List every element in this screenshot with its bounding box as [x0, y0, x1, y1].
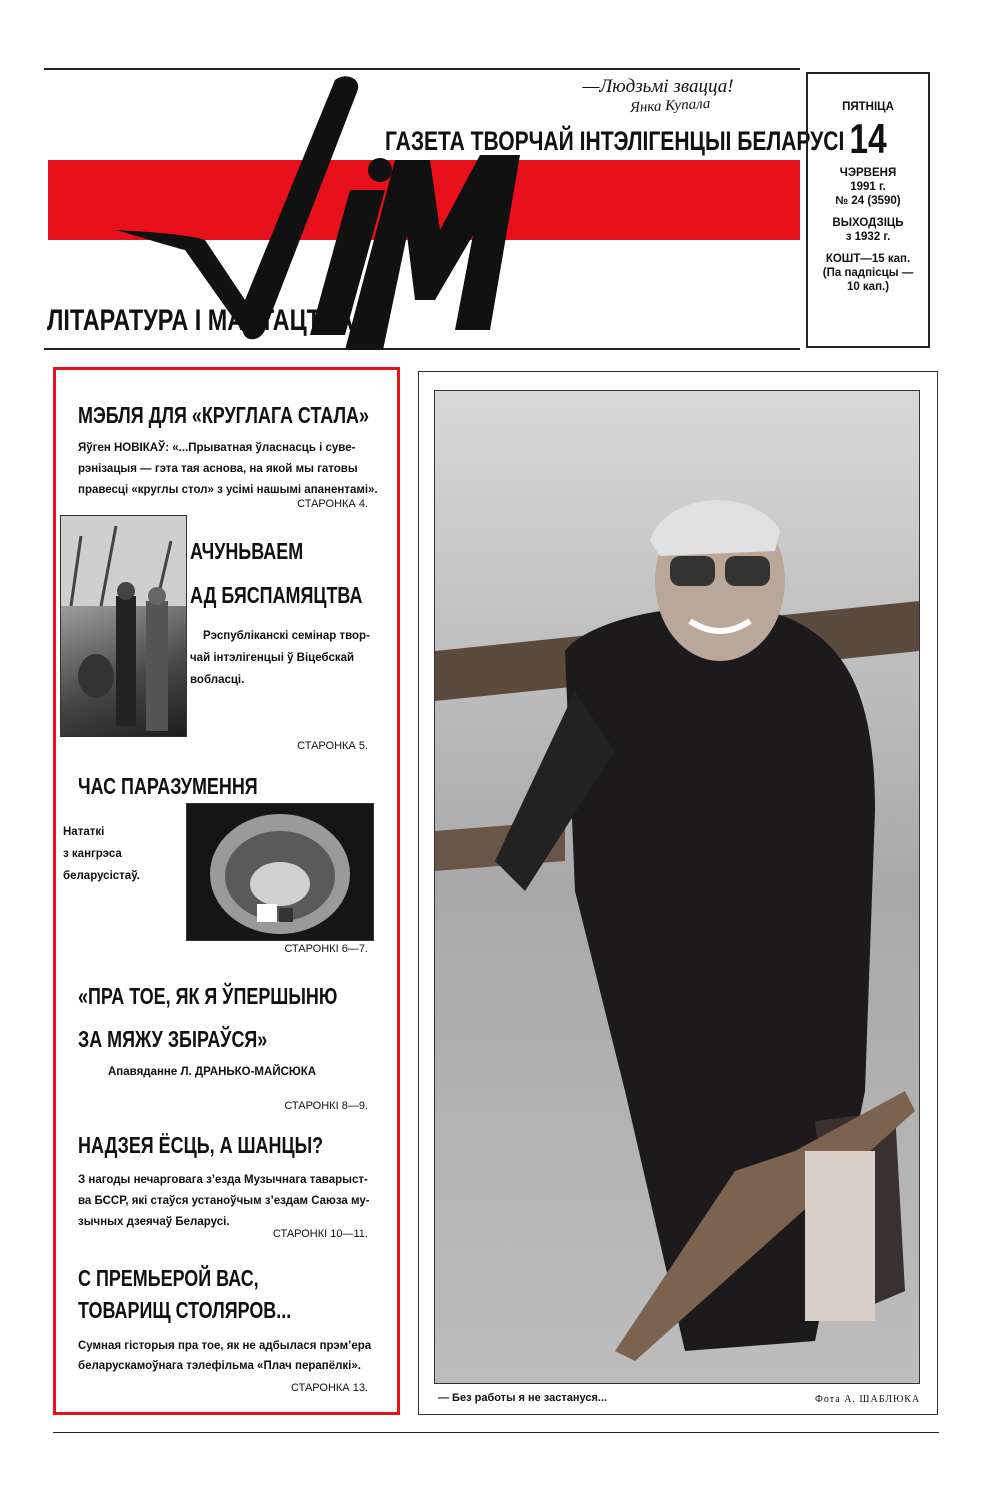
article-5-line-1: З нагоды нечарговага з’езда Музычнага таварыст-	[78, 1174, 368, 1186]
article-1-headline[interactable]: МЭБЛЯ ДЛЯ «КРУГЛАГА СТАЛА»	[78, 402, 369, 428]
subscription-price-2: 10 кап.)	[846, 281, 890, 293]
issue-day: 14	[849, 115, 887, 162]
subscription-price-1: (Па падпісцы —	[822, 267, 914, 279]
article-2-headline-2[interactable]: АД БЯСПАМЯЦТВА	[190, 582, 363, 608]
published-since-label: ВЫХОДЗІЦЬ	[832, 217, 904, 229]
article-2-line-1: Рэспубліканскі семінар твор-	[203, 630, 370, 642]
article-1-line-1: Яўген НОВІКАЎ: «...Прыватная ўласнасць і суве-	[78, 442, 356, 454]
article-5-line-2: ва БССР, які стаўся устаноўчым з’ездам Саюза му-	[78, 1195, 370, 1207]
article-6-headline-1[interactable]: С ПРЕМЬЕРОЙ ВАС,	[78, 1265, 259, 1291]
newspaper-subtitle: ГАЗЕТА ТВОРЧАЙ ІНТЭЛІГЕНЦЫІ БЕЛАРУСІ	[385, 126, 845, 156]
article-2-line-3: вобласці.	[190, 674, 245, 686]
article-3-page[interactable]: СТАРОНКІ 6—7.	[284, 943, 368, 955]
article-4-headline-1[interactable]: «ПРА ТОЕ, ЯК Я ЎПЕРШЫНЮ	[78, 983, 338, 1009]
logo-letter-m	[345, 155, 520, 350]
weekday: ПЯТНІЦА	[842, 101, 894, 113]
article-3-headline[interactable]: ЧАС ПАРАЗУМЕННЯ	[78, 773, 258, 799]
issue-info-box	[806, 72, 930, 348]
article-6-line-2: беларускамоўнага тэлефільма «Плач перапёлкі».	[78, 1360, 361, 1372]
article-2-line-2: чай інтэлігенцыі ў Віцебскай	[190, 652, 355, 664]
article-1-line-3: правесці «круглы стол» з усімі нашымі апанентамі».	[78, 484, 378, 496]
article-6-headline-2[interactable]: ТОВАРИЩ СТОЛЯРОВ...	[78, 1297, 292, 1323]
signature: Янка Купала	[629, 95, 711, 117]
article-4-byline: Апавяданне Л. ДРАНЬКО-МАЙСЮКА	[108, 1066, 317, 1078]
main-photo	[434, 390, 920, 1384]
article-4-headline-2[interactable]: ЗА МЯЖУ ЗБІРАЎСЯ»	[78, 1026, 268, 1052]
main-photo-carpenter	[435, 391, 919, 1383]
logo-letter-i-dot	[368, 158, 392, 182]
published-since-year: з 1932 г.	[845, 231, 891, 243]
article-6-page[interactable]: СТАРОНКА 13.	[291, 1382, 368, 1394]
issue-year: 1991 г.	[850, 181, 886, 193]
article-1-page[interactable]: СТАРОНКА 4.	[297, 498, 368, 510]
article-2-photo-figures	[61, 516, 186, 736]
article-4-page[interactable]: СТАРОНКІ 8—9.	[284, 1100, 368, 1112]
literature-title: ЛІТАРАТУРА І МАСТАЦТВА	[47, 304, 354, 337]
epigraph: —Людзьмі звацца!	[582, 76, 734, 97]
article-3-line-3: беларусістаў.	[63, 870, 140, 882]
issue-number: № 24 (3590)	[835, 195, 901, 207]
article-5-page[interactable]: СТАРОНКІ 10—11.	[272, 1228, 368, 1240]
photo-credit: Фота А. ШАБЛЮКА	[815, 1394, 921, 1405]
article-2-photo	[60, 515, 187, 737]
article-3-photo	[186, 803, 374, 941]
bottom-rule	[53, 1432, 939, 1433]
article-3-line-1: Нататкі	[63, 826, 105, 838]
article-2-page[interactable]: СТАРОНКА 5.	[297, 740, 368, 752]
photo-caption: — Без работы я не застануся...	[438, 1392, 608, 1404]
issue-month: ЧЭРВЕНЯ	[839, 167, 897, 179]
article-5-line-3: зычных дзеячаў Беларусі.	[78, 1216, 230, 1228]
article-6-line-1: Сумная гісторыя пра тое, як не адбылася прэм’ера	[78, 1340, 372, 1352]
price: КОШТ—15 кап.	[825, 253, 911, 265]
article-3-photo-hall	[187, 804, 373, 940]
article-5-headline[interactable]: НАДЗЕЯ ЁСЦЬ, А ШАНЦЫ?	[78, 1132, 324, 1158]
article-2-headline-1[interactable]: АЧУНЬВАЕМ	[190, 538, 304, 564]
article-1-line-2: рэнізацыя — гэта тая аснова, на якой мы гатовы	[78, 463, 358, 475]
article-3-line-2: з кангрэса	[63, 848, 122, 860]
